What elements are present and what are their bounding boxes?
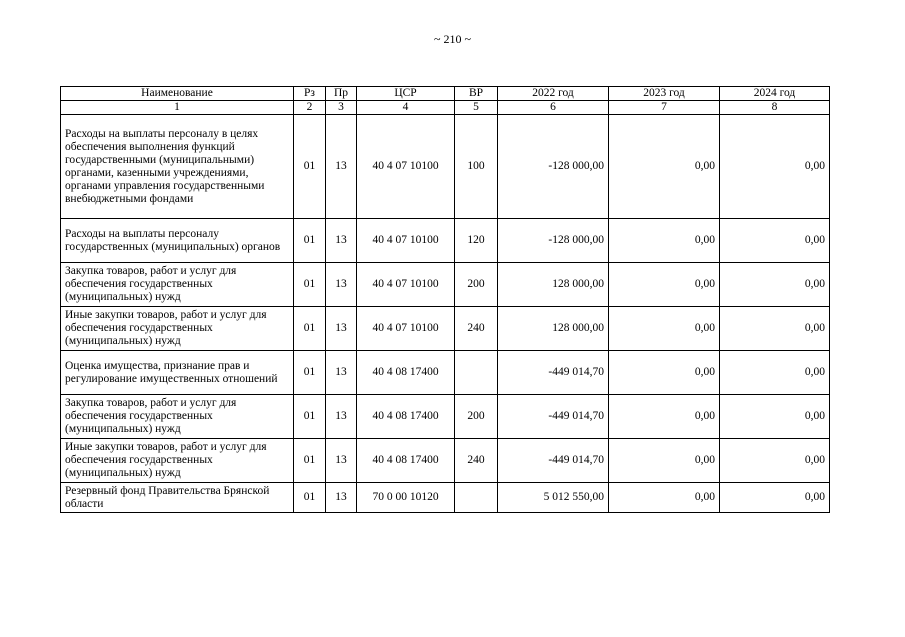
- page-number: ~ 210 ~: [434, 32, 471, 46]
- row-pr: 13: [326, 395, 357, 439]
- header-vr: ВР: [455, 87, 498, 101]
- row-2023: 0,00: [609, 439, 720, 483]
- row-vr: 100: [455, 115, 498, 219]
- row-2023: 0,00: [609, 307, 720, 351]
- row-csr: 40 4 08 17400: [357, 439, 455, 483]
- row-vr: 120: [455, 219, 498, 263]
- index-cell: 3: [326, 101, 357, 115]
- row-rz: 01: [294, 351, 326, 395]
- row-pr: 13: [326, 263, 357, 307]
- row-rz: 01: [294, 483, 326, 513]
- row-2024: 0,00: [720, 263, 830, 307]
- header-2023: 2023 год: [609, 87, 720, 101]
- row-2022: -128 000,00: [498, 219, 609, 263]
- row-pr: 13: [326, 219, 357, 263]
- row-2023: 0,00: [609, 351, 720, 395]
- row-name: Расходы на выплаты персоналу государственных (муниципальных) органов: [61, 219, 294, 263]
- table-row: [61, 219, 830, 263]
- row-name: Расходы на выплаты персоналу в целях обеспечения выполнения функций государственными (муниципальными) органами, казенными учреждениями, органами управления государственными внебюджетными фондами: [61, 115, 294, 219]
- row-csr: 40 4 07 10100: [357, 115, 455, 219]
- row-rz: 01: [294, 263, 326, 307]
- row-vr: 200: [455, 395, 498, 439]
- row-name: Иные закупки товаров, работ и услуг для обеспечения государственных (муниципальных) нужд: [61, 307, 294, 351]
- index-cell: 7: [609, 101, 720, 115]
- header-2024: 2024 год: [720, 87, 830, 101]
- row-2023: 0,00: [609, 263, 720, 307]
- index-cell: 6: [498, 101, 609, 115]
- row-2024: 0,00: [720, 115, 830, 219]
- row-vr: 200: [455, 263, 498, 307]
- header-pr: Пр: [326, 87, 357, 101]
- row-2024: 0,00: [720, 395, 830, 439]
- row-name: Иные закупки товаров, работ и услуг для обеспечения государственных (муниципальных) нужд: [61, 439, 294, 483]
- row-csr: 40 4 07 10100: [357, 219, 455, 263]
- header-rz: Рз: [294, 87, 326, 101]
- table-row: [61, 351, 830, 395]
- row-2024: 0,00: [720, 307, 830, 351]
- row-2022: -449 014,70: [498, 351, 609, 395]
- row-csr: 40 4 07 10100: [357, 307, 455, 351]
- index-cell: 5: [455, 101, 498, 115]
- row-2022: 128 000,00: [498, 307, 609, 351]
- budget-table: [60, 86, 830, 513]
- row-2024: 0,00: [720, 219, 830, 263]
- table-row: [61, 307, 830, 351]
- row-2023: 0,00: [609, 395, 720, 439]
- header-csr: ЦСР: [357, 87, 455, 101]
- row-pr: 13: [326, 307, 357, 351]
- header-2022: 2022 год: [498, 87, 609, 101]
- row-name: Оценка имущества, признание прав и регулирование имущественных отношений: [61, 351, 294, 395]
- table-row: [61, 439, 830, 483]
- index-cell: 4: [357, 101, 455, 115]
- row-csr: 70 0 00 10120: [357, 483, 455, 513]
- header-row: [61, 87, 830, 101]
- row-2023: 0,00: [609, 115, 720, 219]
- row-name: Закупка товаров, работ и услуг для обеспечения государственных (муниципальных) нужд: [61, 263, 294, 307]
- header-name: Наименование: [61, 87, 294, 101]
- table-row: [61, 395, 830, 439]
- row-vr: [455, 483, 498, 513]
- row-vr: [455, 351, 498, 395]
- table-row: [61, 263, 830, 307]
- row-2022: 5 012 550,00: [498, 483, 609, 513]
- row-pr: 13: [326, 115, 357, 219]
- row-2022: -449 014,70: [498, 439, 609, 483]
- row-2022: 128 000,00: [498, 263, 609, 307]
- index-cell: 8: [720, 101, 830, 115]
- row-name: Резервный фонд Правительства Брянской области: [61, 483, 294, 513]
- row-pr: 13: [326, 483, 357, 513]
- row-name: Закупка товаров, работ и услуг для обеспечения государственных (муниципальных) нужд: [61, 395, 294, 439]
- row-2022: -128 000,00: [498, 115, 609, 219]
- row-csr: 40 4 07 10100: [357, 263, 455, 307]
- row-2023: 0,00: [609, 219, 720, 263]
- row-2024: 0,00: [720, 439, 830, 483]
- row-pr: 13: [326, 351, 357, 395]
- column-index-row: [61, 101, 830, 115]
- row-rz: 01: [294, 307, 326, 351]
- row-vr: 240: [455, 439, 498, 483]
- row-pr: 13: [326, 439, 357, 483]
- table-row: [61, 115, 830, 219]
- index-cell: 1: [61, 101, 294, 115]
- row-rz: 01: [294, 115, 326, 219]
- row-rz: 01: [294, 439, 326, 483]
- row-rz: 01: [294, 219, 326, 263]
- row-2022: -449 014,70: [498, 395, 609, 439]
- row-csr: 40 4 08 17400: [357, 395, 455, 439]
- row-csr: 40 4 08 17400: [357, 351, 455, 395]
- table-row: [61, 483, 830, 513]
- row-rz: 01: [294, 395, 326, 439]
- row-vr: 240: [455, 307, 498, 351]
- row-2024: 0,00: [720, 351, 830, 395]
- row-2023: 0,00: [609, 483, 720, 513]
- index-cell: 2: [294, 101, 326, 115]
- row-2024: 0,00: [720, 483, 830, 513]
